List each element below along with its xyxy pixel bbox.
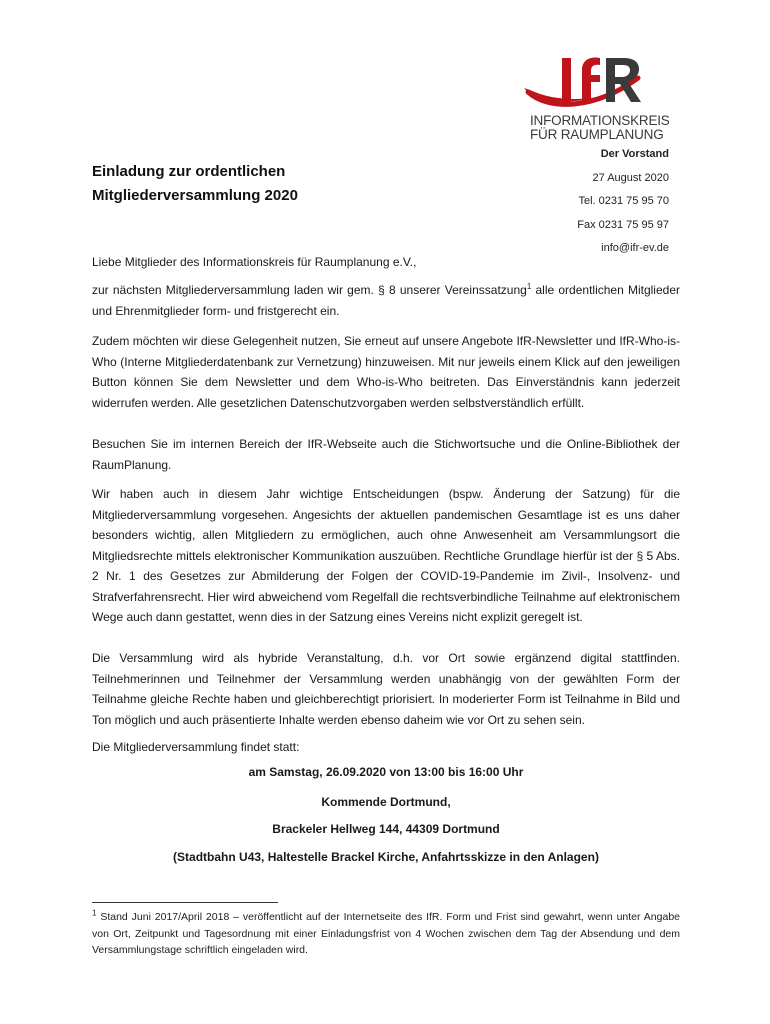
- event-datetime: am Samstag, 26.09.2020 von 13:00 bis 16:00 Uhr: [248, 765, 524, 779]
- paragraph-meeting-intro: Die Mitgliederversammlung findet statt:: [92, 740, 300, 754]
- footnote-text: Stand Juni 2017/April 2018 – veröffentlicht auf der Internetseite des IfR. Form und Frist sind gewahrt, wenn unter Angabe von Ort, Zeitpunkt und Tagesordnung mit einer Einladungsfrist von 4 Wochen zwischen dem Tag der Absendung und dem Versammlungstage schriftlich eingeladen wird.: [92, 911, 680, 956]
- paragraph-invitation-b: alle ordentlichen Mitglieder und Ehrenmitglieder form- und fristgerecht ein.: [92, 283, 680, 318]
- title-line-1: Einladung zur ordentlichen: [92, 163, 286, 180]
- footnote-ref[interactable]: 1: [526, 282, 532, 291]
- sender-org: Der Vorstand: [600, 148, 669, 160]
- letter-title: [92, 160, 298, 208]
- title-line-2: Mitgliederversammlung 2020: [92, 187, 298, 204]
- paragraph-website: Besuchen Sie im internen Bereich der IfR-Webseite auch die Stichwortsuche und die Online-Bibliothek der RaumPlanung.: [92, 437, 680, 472]
- sender-phone: Tel. 0231 75 95 70: [578, 195, 669, 207]
- paragraph-decisions: Wir haben auch in diesem Jahr wichtige Entscheidungen (bspw. Änderung der Satzung) für die Mitgliederversammlung vorgesehen. Angesichts der aktuellen pandemischen Gesamtlage ist es uns daher besonders wichtig, allen Mitgliedern zu ermöglichen, auch ohne Anwesenheit am Versammlungsort die Mitgliedsrechte mittels elektronischer Kommunikation auszuüben. Rechtliche Grundlage hierfür ist der § 5 Abs. 2 Nr. 1 des Gesetzes zur Abmilderung der Folgen der COVID-19-Pandemie im Zivil-, Insolvenz- und Strafverfahrensrecht. Hier wird abweichend vom Regelfall die rechtsverbindliche Teilnahme auf elektronischem Wege auch dann gestattet, wenn dies in der Satzung eines Vereins nicht explizit geregelt ist.: [92, 487, 680, 624]
- paragraph-invitation-a: zur nächsten Mitgliederversammlung laden wir gem. § 8 unserer Vereinssatzung: [92, 283, 527, 297]
- paragraph-hybrid: Die Versammlung wird als hybride Veranstaltung, d.h. vor Ort sowie ergänzend digital stattfinden. Teilnehmerinnen und Teilnehmer der Versammlung werden unabhängig von der gewählten Form der Teilnahme gleiche Rechte haben und gleichberechtigt priorisiert. In moderierter Form ist Teilnahme in Bild und Ton möglich und auch präsentierte Inhalte werden ebenso daheim wie vor Ort zu sehen sein.: [92, 651, 680, 727]
- paragraph-newsletter: Zudem möchten wir diese Gelegenheit nutzen, Sie erneut auf unsere Angebote IfR-Newsletter und IfR-Who-is-Who (Interne Mitgliederdatenbank zur Vernetzung) hinzuweisen. Mit nur jeweils einem Klick auf den jeweiligen Button können Sie dem Newsletter und dem Who-is-Who beitreten. Das Einverständnis kann jederzeit widerrufen werden. Alle gesetzlichen Datenschutzvorgaben werden selbstverständlich erfüllt.: [92, 334, 680, 410]
- footnote-number: 1: [92, 908, 97, 918]
- event-venue: Kommende Dortmund,: [321, 795, 451, 809]
- footnote: [92, 909, 680, 959]
- salutation: Liebe Mitglieder des Informationskreis für Raumplanung e.V.,: [92, 255, 417, 269]
- footnote-divider: [92, 902, 278, 903]
- logo-line-2: FÜR RAUMPLANUNG: [530, 127, 664, 142]
- sender-fax: Fax 0231 75 95 97: [577, 219, 669, 231]
- paragraph-invitation: [92, 280, 680, 321]
- letter-date: 27 August 2020: [592, 172, 669, 184]
- logo-line-1: INFORMATIONSKREIS: [530, 113, 670, 128]
- sender-email[interactable]: info@ifr-ev.de: [601, 242, 669, 254]
- event-address: Brackeler Hellweg 144, 44309 Dortmund: [272, 822, 500, 836]
- event-transit: (Stadtbahn U43, Haltestelle Brackel Kirche, Anfahrtsskizze in den Anlagen): [173, 850, 599, 864]
- ifr-logo-mark: [520, 48, 690, 118]
- ifr-logo: [520, 48, 690, 148]
